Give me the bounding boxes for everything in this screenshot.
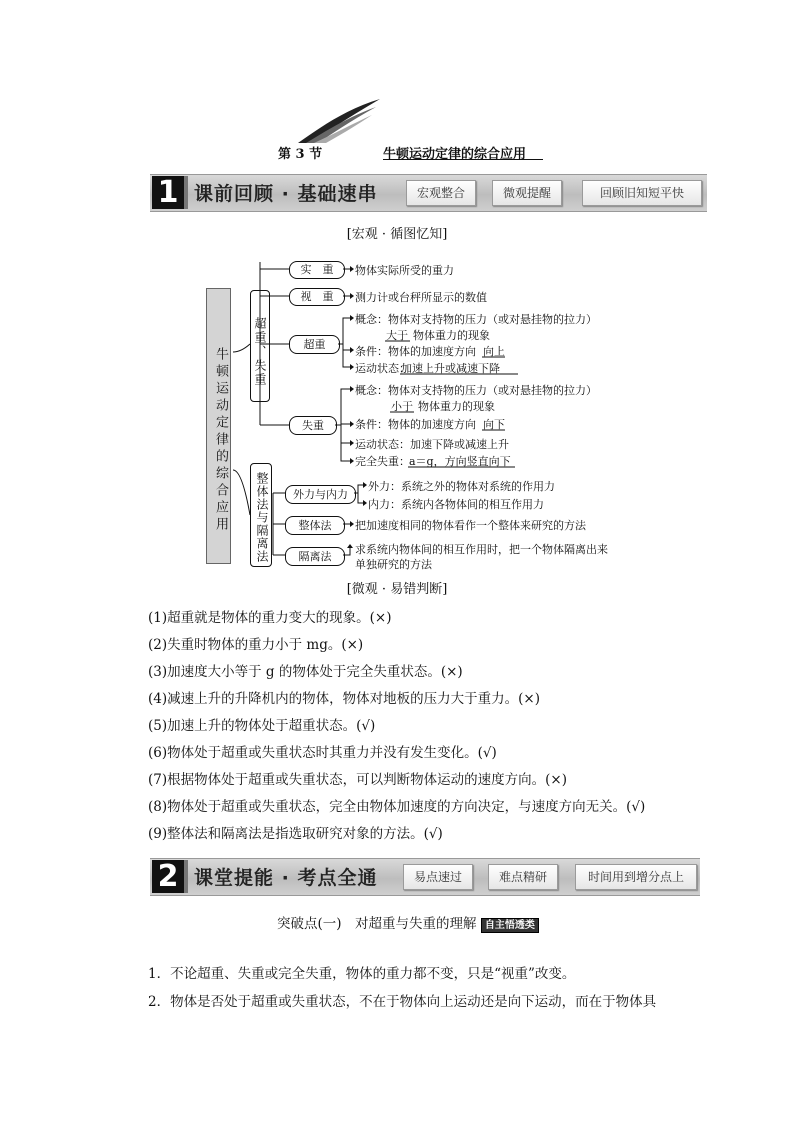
- micro-caption: [微观 · 易错判断]: [346, 582, 448, 597]
- node-actual-weight: 实 重: [289, 261, 345, 279]
- node-apparent-weight: 视 重: [289, 288, 345, 306]
- over-phenomenon: 物体重力的现象: [413, 329, 490, 342]
- desc-actual-weight: 物体实际所受的重力: [355, 264, 454, 277]
- tab-macro-integration[interactable]: 宏观整合: [406, 180, 476, 206]
- mindmap-root: [206, 288, 231, 564]
- complete-weightless: 完全失重：: [355, 455, 410, 468]
- judgment-item-5: (5)加速上升的物体处于超重状态。(√): [148, 718, 376, 734]
- node-overweight: 超重: [289, 335, 340, 354]
- isolation-method-desc-1: 求系统内物体间的相互作用时，把一个物体隔离出来: [355, 543, 608, 556]
- breakthrough-heading: [277, 912, 539, 932]
- judgment-item-2: (2)失重时物体的重力小于 mg。(×): [148, 637, 364, 653]
- over-condition: 条件：物体的加速度方向: [355, 345, 476, 358]
- tab-easy-points[interactable]: 易点速过: [403, 864, 473, 890]
- node-whole-method: 整体法: [285, 516, 345, 535]
- node-isolation-method: 隔离法: [285, 547, 345, 566]
- isolation-method-desc-2: 单独研究的方法: [355, 558, 432, 571]
- mindmap-root-label: 牛顿运动定律的综合应用: [213, 346, 228, 534]
- complete-weightless-answer: a＝g，方向竖直向下: [409, 455, 511, 468]
- banner-title: 课前回顾 · 基础速串: [194, 183, 378, 205]
- judgment-item-4: (4)减速上升的升降机内的物体，物体对地板的压力大于重力。(×): [148, 691, 540, 707]
- over-concept: 概念：物体对支持物的压力（或对悬挂物的拉力）: [355, 313, 597, 326]
- judgment-item-8: (8)物体处于超重或失重状态，完全由物体加速度的方向决定，与速度方向无关。(√): [148, 799, 646, 815]
- judgment-item-1: (1)超重就是物体的重力变大的现象。(×): [148, 610, 392, 626]
- weightless-concept: 概念：物体对支持物的压力（或对悬挂物的拉力）: [355, 384, 597, 397]
- banner-number: 2: [152, 860, 184, 893]
- over-motion-answer: 加速上升或减速下降: [401, 362, 500, 375]
- node-weightless: 失重: [289, 416, 337, 435]
- weightless-downward: 向下: [483, 418, 505, 431]
- macro-caption: [宏观 · 循图忆知]: [346, 227, 448, 242]
- mindmap-branch-overweight: [250, 290, 270, 402]
- judgment-item-9: (9)整体法和隔离法是指选取研究对象的方法。(√): [148, 826, 443, 842]
- weightless-less: 小于: [391, 400, 413, 413]
- weightless-motion: 运动状态：加速下降或减速上升: [355, 438, 509, 451]
- branch-overweight-label: 超重、失重: [253, 317, 267, 387]
- judgment-item-3: (3)加速度大小等于 g 的物体处于完全失重状态。(×): [148, 664, 463, 680]
- external-force-desc: 外力：系统之外的物体对系统的作用力: [368, 480, 555, 493]
- banner-number: 1: [152, 176, 184, 209]
- tab-time-scoring[interactable]: 时间用到增分点上: [575, 864, 697, 890]
- tab-quick-review[interactable]: 回顾旧知短平快: [582, 180, 702, 206]
- weightless-phenomenon: 物体重力的现象: [418, 400, 495, 413]
- over-motion: 运动状态：: [355, 362, 410, 375]
- section-number: 第 3 节: [278, 147, 323, 162]
- tab-micro-reminder[interactable]: 微观提醒: [492, 180, 562, 206]
- judgment-item-6: (6)物体处于超重或失重状态时其重力并没有发生变化。(√): [148, 745, 497, 761]
- desc-apparent-weight: 测力计或台秤所显示的数值: [355, 291, 487, 304]
- mindmap-branch-method: [250, 463, 272, 567]
- tab-hard-points[interactable]: 难点精研: [488, 864, 558, 890]
- judgment-item-7: (7)根据物体处于超重或失重状态，可以判断物体运动的速度方向。(×): [148, 772, 567, 788]
- over-greater: 大于: [386, 329, 408, 342]
- page-title: 牛顿运动定律的综合应用: [383, 147, 527, 162]
- weightless-condition: 条件：物体的加速度方向: [355, 418, 476, 431]
- self-study-tag: 自主悟透类: [481, 918, 539, 933]
- paragraph-2: 2．物体是否处于超重或失重状态，不在于物体向上运动还是向下运动，而在于物体具: [148, 994, 657, 1010]
- banner-title: 课堂提能 · 考点全通: [194, 867, 378, 889]
- whole-method-desc: 把加速度相同的物体看作一个整体来研究的方法: [355, 519, 586, 532]
- section-banner-2: [150, 858, 700, 896]
- paragraph-1: 1．不论超重、失重或完全失重，物体的重力都不变，只是“视重”改变。: [148, 966, 576, 982]
- branch-method-label: 整体法与隔离法: [255, 471, 269, 563]
- node-external-internal: 外力与内力: [285, 485, 356, 504]
- over-upward: 向上: [483, 345, 505, 358]
- breakthrough-title: 突破点(一) 对超重与失重的理解: [277, 916, 477, 932]
- internal-force-desc: 内力：系统内各物体间的相互作用力: [368, 498, 544, 511]
